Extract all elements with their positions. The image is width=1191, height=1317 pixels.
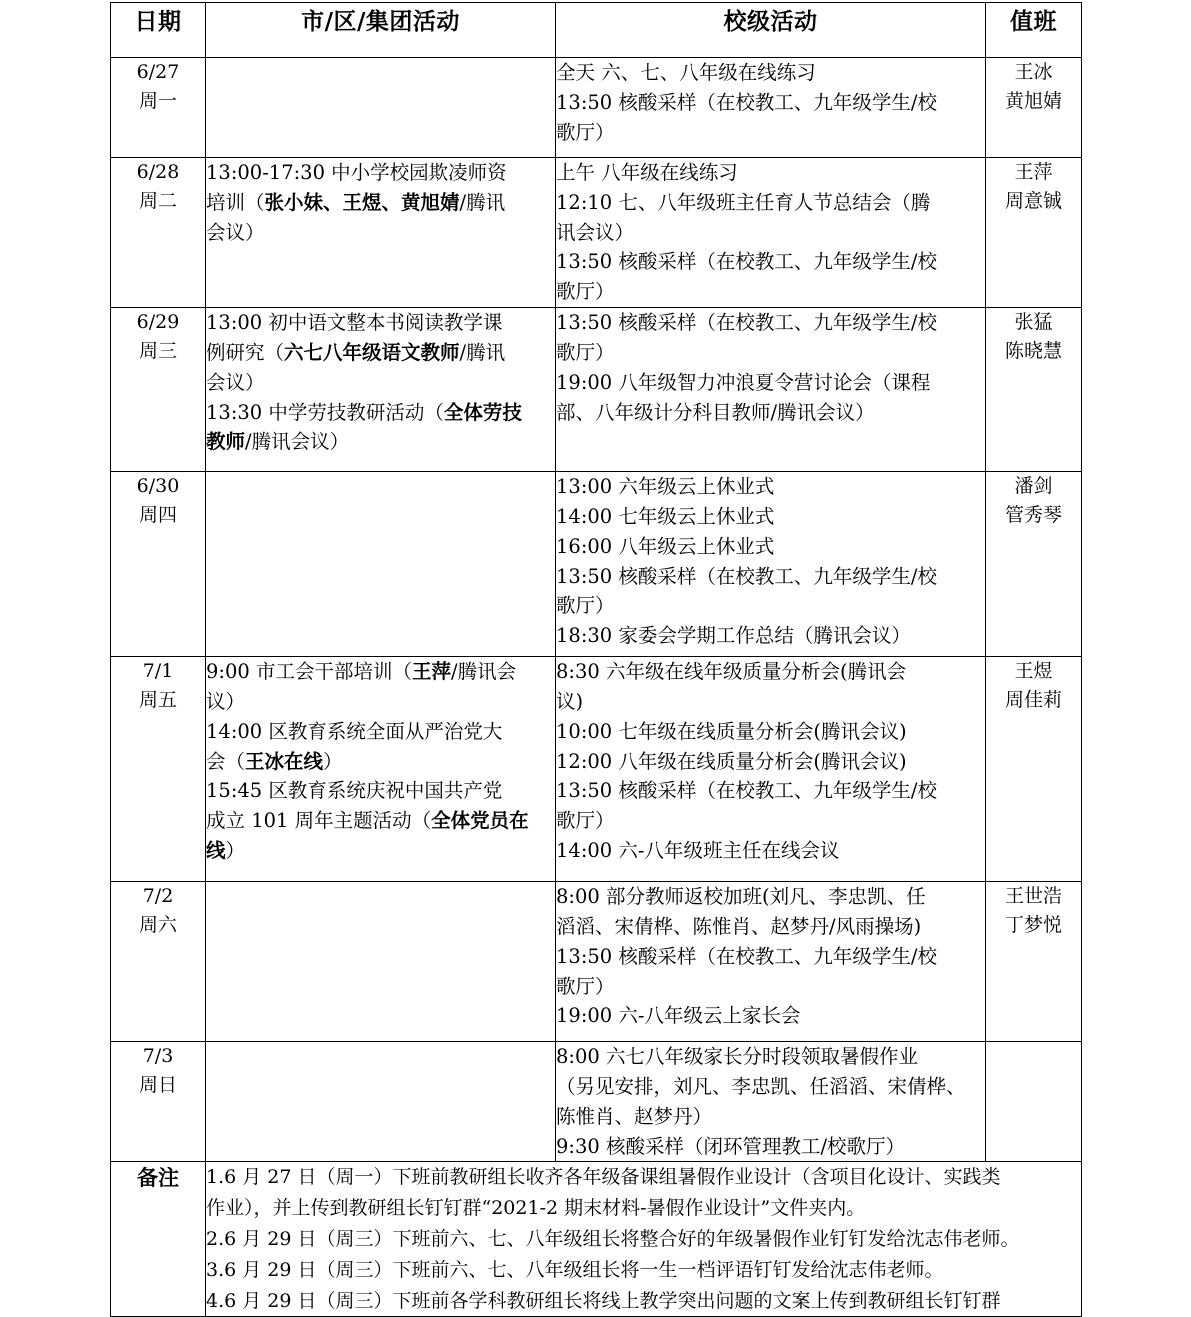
duty-person: 黄旭婧 xyxy=(1004,89,1062,112)
activity-line: 18:30 家委会学期工作总结（腾讯会议） xyxy=(556,624,911,648)
duty-person: 王煜 xyxy=(1014,660,1053,683)
duty-cell xyxy=(986,882,1082,1042)
remarks-body xyxy=(206,1162,1082,1317)
school-activity-cell xyxy=(556,882,986,1042)
activity-line: 14:00 六-八年级班主任在线会议 xyxy=(556,839,840,863)
school-activity-cell xyxy=(556,308,986,472)
schedule-row xyxy=(111,882,1082,1042)
date-cell xyxy=(111,58,206,158)
duty-person: 陈晓慧 xyxy=(1004,339,1062,362)
activity-line: 陈惟肖、赵梦丹） xyxy=(556,1104,713,1128)
schedule-body xyxy=(111,3,1082,1317)
duty-person: 王冰 xyxy=(1014,61,1053,83)
schedule-row xyxy=(111,308,1082,472)
activity-line: 14:00 七年级云上休业式 xyxy=(556,504,775,528)
activity-line: 全天 六、七、八年级在线练习 xyxy=(556,61,816,84)
activity-line: 歌厅） xyxy=(556,809,615,833)
date-monthday: 6/27 xyxy=(136,61,180,83)
activity-line: 8:00 六七八年级家长分时段领取暑假作业 xyxy=(556,1045,918,1069)
date-weekday: 周三 xyxy=(138,339,177,362)
activity-line: 13:30 中学劳技教研活动（全体劳技 xyxy=(206,400,522,424)
activity-line: 8:30 六年级在线年级质量分析会(腾讯会 xyxy=(556,660,907,684)
date-cell xyxy=(111,657,206,882)
header-cell-date: 日期 xyxy=(111,3,206,58)
remark-line: 3.6 月 29 日（周三）下班前六、七、八年级组长将一生一档评语钉钉发给沈志伟老师。 xyxy=(206,1258,944,1281)
district-activity-cell xyxy=(206,657,556,882)
remark-line: 1.6 月 27 日（周一）下班前教研组长收齐各年级备课组暑假作业设计（含项目化设计、实践类 xyxy=(206,1166,1001,1189)
duty-cell xyxy=(986,472,1082,657)
activity-line: 14:00 区教育系统全面从严治党大 xyxy=(206,719,503,743)
duty-cell xyxy=(986,58,1082,158)
duty-person: 潘剑 xyxy=(1014,475,1053,498)
activity-line: 滔滔、宋倩桦、陈惟肖、赵梦丹/风雨操场) xyxy=(556,914,922,938)
activity-line: 13:00 初中语文整本书阅读教学课 xyxy=(206,311,503,335)
activity-line: 部、八年级计分科目教师/腾讯会议） xyxy=(556,400,875,424)
header-cell-duty: 值班 xyxy=(986,3,1082,58)
activity-line: 9:30 核酸采样（闭环管理教工/校歌厅） xyxy=(556,1134,906,1158)
date-weekday: 周二 xyxy=(138,189,177,212)
duty-person: 张猛 xyxy=(1014,311,1053,334)
date-cell xyxy=(111,308,206,472)
school-activity-cell xyxy=(556,1042,986,1162)
activity-line: 13:50 核酸采样（在校教工、九年级学生/校 xyxy=(556,564,937,588)
activity-line: 线） xyxy=(206,839,246,863)
activity-line: 培训（张小妹、王煜、黄旭婧/腾讯 xyxy=(206,190,506,214)
schedule-row xyxy=(111,472,1082,657)
date-monthday: 6/28 xyxy=(136,161,180,183)
date-weekday: 周四 xyxy=(138,503,177,526)
activity-line: 歌厅） xyxy=(556,340,615,364)
remarks-row xyxy=(111,1162,1082,1317)
district-activity-cell xyxy=(206,308,556,472)
header-cell-school: 校级活动 xyxy=(556,3,986,58)
duty-person: 王萍 xyxy=(1014,161,1053,183)
district-activity-cell xyxy=(206,58,556,158)
activity-line: 19:00 八年级智力冲浪夏令营讨论会（课程 xyxy=(556,370,931,394)
duty-cell xyxy=(986,1042,1082,1162)
table-header-row xyxy=(111,3,1082,58)
activity-line: 13:50 核酸采样（在校教工、九年级学生/校 xyxy=(556,250,937,274)
district-activity-cell xyxy=(206,158,556,308)
date-weekday: 周一 xyxy=(138,89,177,112)
date-cell xyxy=(111,882,206,1042)
schedule-row xyxy=(111,657,1082,882)
activity-line: （另见安排，刘凡、李忠凯、任滔滔、宋倩桦、 xyxy=(556,1074,966,1098)
activity-line: 19:00 六-八年级云上家长会 xyxy=(556,1004,801,1028)
activity-line: 上午 八年级在线练习 xyxy=(556,161,738,184)
remarks-label: 备注 xyxy=(111,1162,206,1317)
activity-line: 歌厅） xyxy=(556,594,615,618)
duty-person: 丁梦悦 xyxy=(1004,913,1062,936)
activity-line: 歌厅） xyxy=(556,280,615,304)
date-cell xyxy=(111,1042,206,1162)
activity-line: 会议） xyxy=(206,370,265,394)
school-activity-cell xyxy=(556,158,986,308)
remark-line: 4.6 月 29 日（周三）下班前各学科教研组长将线上教学突出问题的文案上传到教研组长钉钉群 xyxy=(206,1289,1001,1312)
header-cell-district: 市/区/集团活动 xyxy=(206,3,556,58)
date-weekday: 周五 xyxy=(138,688,177,711)
duty-cell xyxy=(986,657,1082,882)
date-monthday: 6/29 xyxy=(136,311,180,334)
remark-line: 作业），并上传到教研组长钉钉群“2021-2 期末材料-暑假作业设计”文件夹内。 xyxy=(206,1197,866,1220)
school-activity-cell xyxy=(556,657,986,882)
activity-line: 13:50 核酸采样（在校教工、九年级学生/校 xyxy=(556,779,937,803)
schedule-row xyxy=(111,158,1082,308)
activity-line: 13:50 核酸采样（在校教工、九年级学生/校 xyxy=(556,90,937,114)
district-activity-cell xyxy=(206,472,556,657)
schedule-row xyxy=(111,1042,1082,1162)
activity-line: 讯会议） xyxy=(556,220,635,244)
date-cell xyxy=(111,472,206,657)
activity-line: 15:45 区教育系统庆祝中国共产党 xyxy=(206,779,503,803)
activity-line: 13:00-17:30 中小学校园欺凌师资 xyxy=(206,161,507,184)
activity-line: 16:00 八年级云上休业式 xyxy=(556,534,775,558)
activity-line: 13:50 核酸采样（在校教工、九年级学生/校 xyxy=(556,311,937,335)
activity-line: 12:00 八年级在线质量分析会(腾讯会议) xyxy=(556,749,907,773)
activity-line: 会议） xyxy=(206,220,265,244)
duty-cell xyxy=(986,158,1082,308)
activity-line: 会（王冰在线） xyxy=(206,749,343,773)
date-monthday: 7/1 xyxy=(142,660,174,683)
weekly-schedule-table xyxy=(110,2,1082,1317)
duty-cell xyxy=(986,308,1082,472)
activity-line: 9:00 市工会干部培训（王萍/腾讯会 xyxy=(206,660,517,684)
activity-line: 歌厅） xyxy=(556,120,615,144)
date-weekday: 周六 xyxy=(138,913,177,936)
activity-line: 教师/腾讯会议） xyxy=(206,430,350,454)
activity-line: 12:10 七、八年级班主任育人节总结会（腾 xyxy=(556,190,931,214)
date-monthday: 6/30 xyxy=(136,475,180,498)
activity-line: 13:50 核酸采样（在校教工、九年级学生/校 xyxy=(556,944,937,968)
date-weekday: 周日 xyxy=(138,1073,177,1096)
activity-line: 成立 101 周年主题活动（全体党员在 xyxy=(206,809,529,833)
duty-person: 周佳莉 xyxy=(1004,688,1062,711)
activity-line: 13:00 六年级云上休业式 xyxy=(556,475,775,499)
duty-person: 王世浩 xyxy=(1004,885,1062,908)
activity-line: 议) xyxy=(556,689,584,713)
date-cell xyxy=(111,158,206,308)
schedule-row xyxy=(111,58,1082,158)
activity-line: 10:00 七年级在线质量分析会(腾讯会议) xyxy=(556,719,907,743)
duty-person: 周意铖 xyxy=(1004,189,1062,212)
activity-line: 歌厅） xyxy=(556,974,615,998)
district-activity-cell xyxy=(206,882,556,1042)
activity-line: 8:00 部分教师返校加班(刘凡、李忠凯、任 xyxy=(556,885,926,909)
date-monthday: 7/2 xyxy=(142,885,174,908)
activity-line: 例研究（六七八年级语文教师/腾讯 xyxy=(206,340,506,364)
school-activity-cell xyxy=(556,472,986,657)
date-monthday: 7/3 xyxy=(142,1045,174,1068)
school-activity-cell xyxy=(556,58,986,158)
district-activity-cell xyxy=(206,1042,556,1162)
activity-line: 议） xyxy=(206,689,246,713)
remark-line: 2.6 月 29 日（周三）下班前六、七、八年级组长将整合好的年级暑假作业钉钉发给沈志伟老师。 xyxy=(206,1227,1020,1250)
duty-person: 管秀琴 xyxy=(1004,503,1062,526)
